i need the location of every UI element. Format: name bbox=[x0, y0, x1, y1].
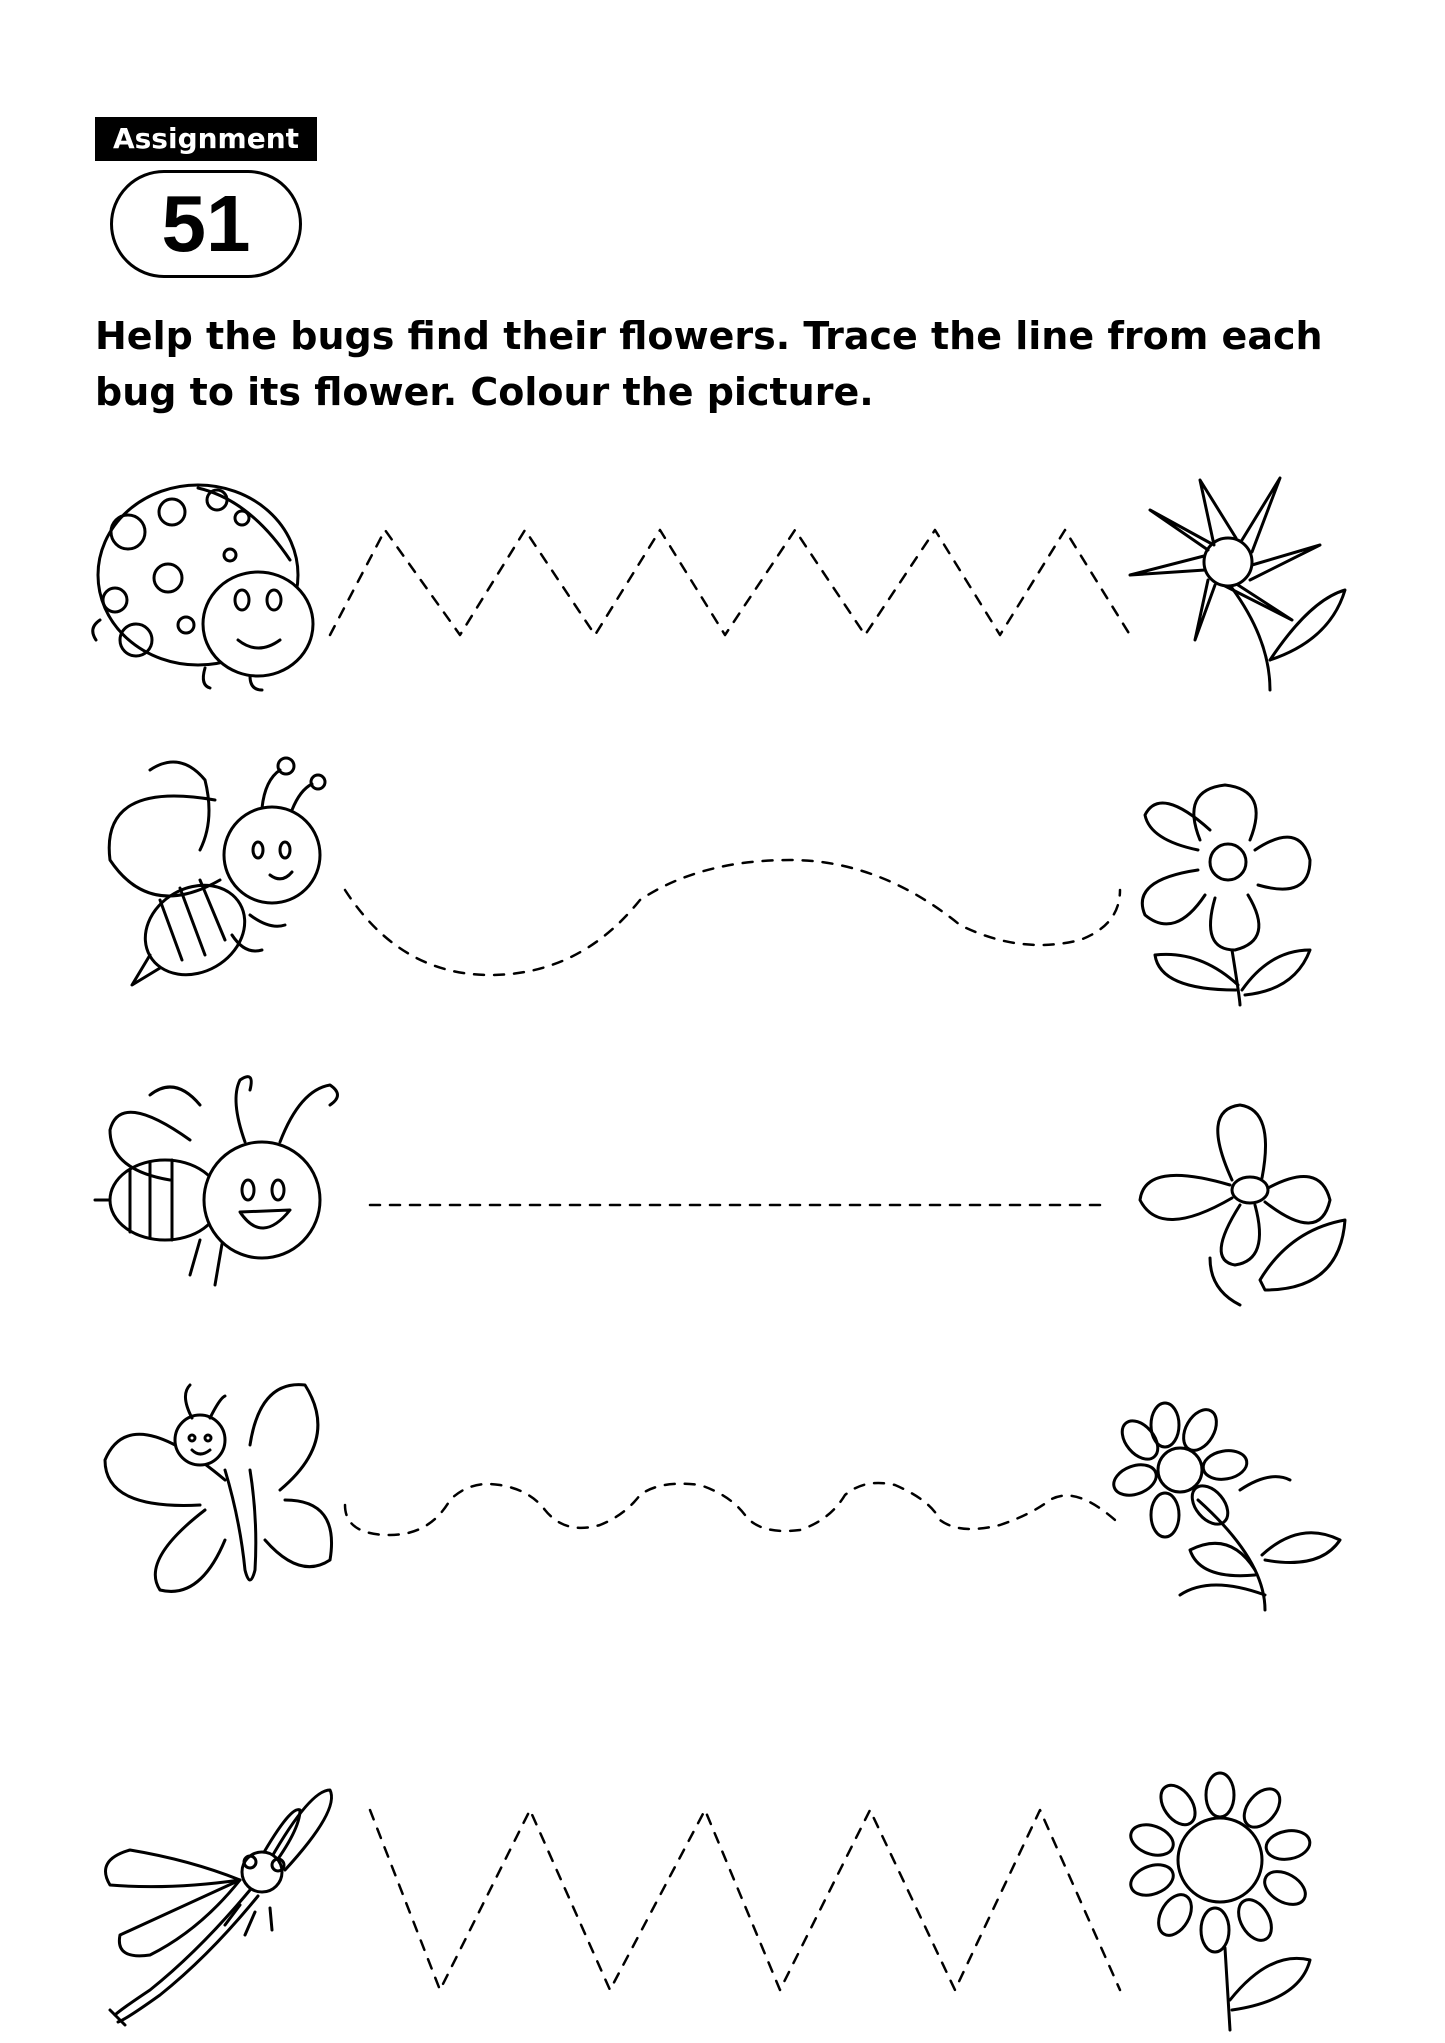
ladybug-icon bbox=[93, 485, 313, 690]
instructions-text: Help the bugs find their flowers. Trace the line from each bug to its flower. Colour the picture. bbox=[95, 314, 1323, 414]
zigzag-trace-path[interactable] bbox=[330, 530, 1130, 635]
pointed-petal-flower-icon bbox=[1130, 478, 1345, 690]
assignment-tag: Assignment bbox=[95, 117, 317, 161]
five-petal-flower-icon bbox=[1142, 785, 1310, 1005]
wave-trace-path[interactable] bbox=[345, 860, 1120, 975]
dragonfly-icon bbox=[106, 1790, 332, 2025]
daisy-with-leaves-icon bbox=[1110, 1403, 1340, 1610]
four-petal-flower-icon bbox=[1140, 1105, 1345, 1305]
butterfly-icon bbox=[105, 1385, 332, 1592]
tall-zigzag-trace-path[interactable] bbox=[370, 1810, 1120, 1990]
bee-icon bbox=[109, 758, 325, 992]
small-wave-trace-path[interactable] bbox=[345, 1483, 1115, 1535]
sunflower-icon bbox=[1127, 1773, 1313, 2030]
assignment-number: 51 bbox=[110, 170, 302, 278]
smiling-bee-icon bbox=[95, 1077, 338, 1285]
